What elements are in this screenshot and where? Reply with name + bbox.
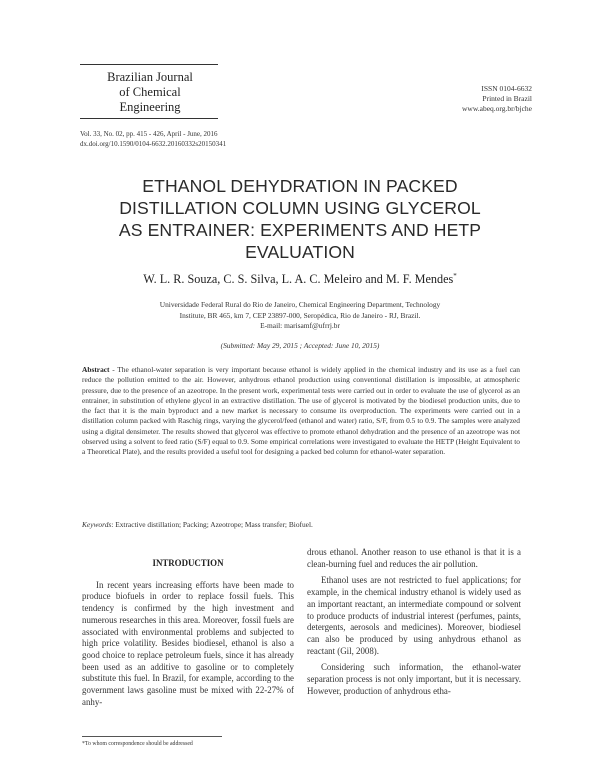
left-column	[82, 558, 294, 708]
journal-line: Brazilian Journal	[107, 70, 193, 84]
keywords-label: Keywords	[82, 520, 112, 529]
journal-bottom-rule	[80, 118, 218, 119]
issn-block	[372, 84, 532, 114]
title-line: AS ENTRAINER: EXPERIMENTS AND HETP	[118, 220, 482, 240]
author-names: W. L. R. Souza, C. S. Silva, L. A. C. Meleiro and M. F. Mendes	[143, 272, 454, 287]
paragraph: Considering such information, the ethanol-water separation process is not only important, but it is necessary. However, production of anhydrous etha-	[307, 662, 521, 696]
journal-top-rule	[80, 64, 218, 65]
issn: ISSN 0104-6632	[481, 84, 532, 93]
affiliation-line: Universidade Federal Rural do Rio de Janeiro, Chemical Engineering Department, Technology	[159, 300, 441, 309]
journal-url[interactable]: www.abeq.org.br/bjche	[462, 104, 532, 113]
volume-info	[80, 130, 380, 149]
right-column	[307, 547, 521, 697]
paragraph: In recent years increasing efforts have been made to produce biofuels in order to replace fossil fuels. This tendency is confirmed by the high investment and numerous researches in this area. Moreover, fossil fuels are associated with environmental problems and subjected to high price volatility. Besides biodiesel, ethanol is also a good choice to replace petroleum fuels, since it has already been used as an additive to gasoline or to completely substitute this fuel. In Brazil, for example, according to the government laws gasoline must be mixed with 22-27% of anhy-	[82, 579, 294, 707]
affiliation-line: Institute, BR 465, km 7, CEP 23897-000, Seropédica, Rio de Janeiro - RJ, Brazil.	[179, 310, 421, 320]
affiliation	[80, 300, 520, 332]
corresponding-mark: *	[453, 272, 457, 280]
paper-title	[80, 175, 520, 263]
paragraph: Ethanol uses are not restricted to fuel applications; for example, in the chemical industry ethanol is widely used as an important reactant, an intermediate compound or solvent to produce products of industrial interest (perfumes, paints, detergents, aerosols and medicines). Moreover, biodiesel can also be produced by using anhydrous ethanol as reactant (Gil, 2008).	[307, 575, 521, 656]
keywords	[82, 520, 520, 530]
section-heading-introduction: INTRODUCTION	[152, 558, 224, 568]
abstract	[82, 365, 520, 458]
volume-line: Vol. 33, No. 02, pp. 415 - 426, April - June, 2016	[80, 130, 218, 138]
title-line: EVALUATION	[245, 242, 355, 262]
authors	[80, 272, 520, 287]
abstract-text: - The ethanol-water separation is very important because ethanol is widely applied in the chemical industry and its use as a fuel can reduce the pollution emitted to the air. However, anhydrous ethanol production using conventional distillation is impossible, at atmospheric pressure, due to the presence of an azeotrope. In the present work, experimental tests were carried out in order to evaluate the use of glycerol as an entrainer, in substitution of ethylene glycol in an extractive distillation. The use of glycerol is motivated by the biodiesel production units, due to the fact that it is the main byproduct and a new market is necessary to consume its overproduction. The experiments were carried out in a distillation column packed with Raschig rings, varying the glycerol/feed (ethanol and water) ratio, S/F, from 0.5 to 0.9. The samples were analyzed using a digital densimeter. The results showed that glycerol was effective to promote ethanol dehydration and the presence of an azeotrope was not observed using a solvent to feed ratio (S/F) equal to 0.9. Some empirical correlations were investigated to evaluate the HETP (Height Equivalent to a Theoretical Plate), and the results provided a useful tool for designing a packed bed column for ethanol-water separation.	[82, 365, 520, 457]
email[interactable]: E-mail: marisamf@ufrrj.br	[260, 321, 340, 330]
paragraph: drous ethanol. Another reason to use ethanol is that it is a clean-burning fuel and reduces the air pollution.	[307, 547, 521, 569]
footnote-rule	[82, 736, 222, 737]
footnote: *To whom correspondence should be addressed	[82, 741, 193, 747]
journal-name	[80, 70, 220, 115]
submission-dates: (Submitted: May 29, 2015 ; Accepted: June 10, 2015)	[220, 341, 380, 350]
journal-line: of Chemical	[119, 85, 181, 99]
title-line: ETHANOL DEHYDRATION IN PACKED	[142, 176, 458, 196]
printed-in: Printed in Brazil	[482, 94, 532, 103]
title-line: DISTILLATION COLUMN USING GLYCEROL	[119, 198, 481, 218]
keywords-text: : Extractive distillation; Packing; Azeotrope; Mass transfer; Biofuel.	[111, 520, 313, 529]
abstract-label: Abstract	[82, 365, 110, 374]
journal-line: Engineering	[119, 100, 181, 114]
doi-link[interactable]: dx.doi.org/10.1590/0104-6632.20160332s20150341	[80, 139, 227, 148]
